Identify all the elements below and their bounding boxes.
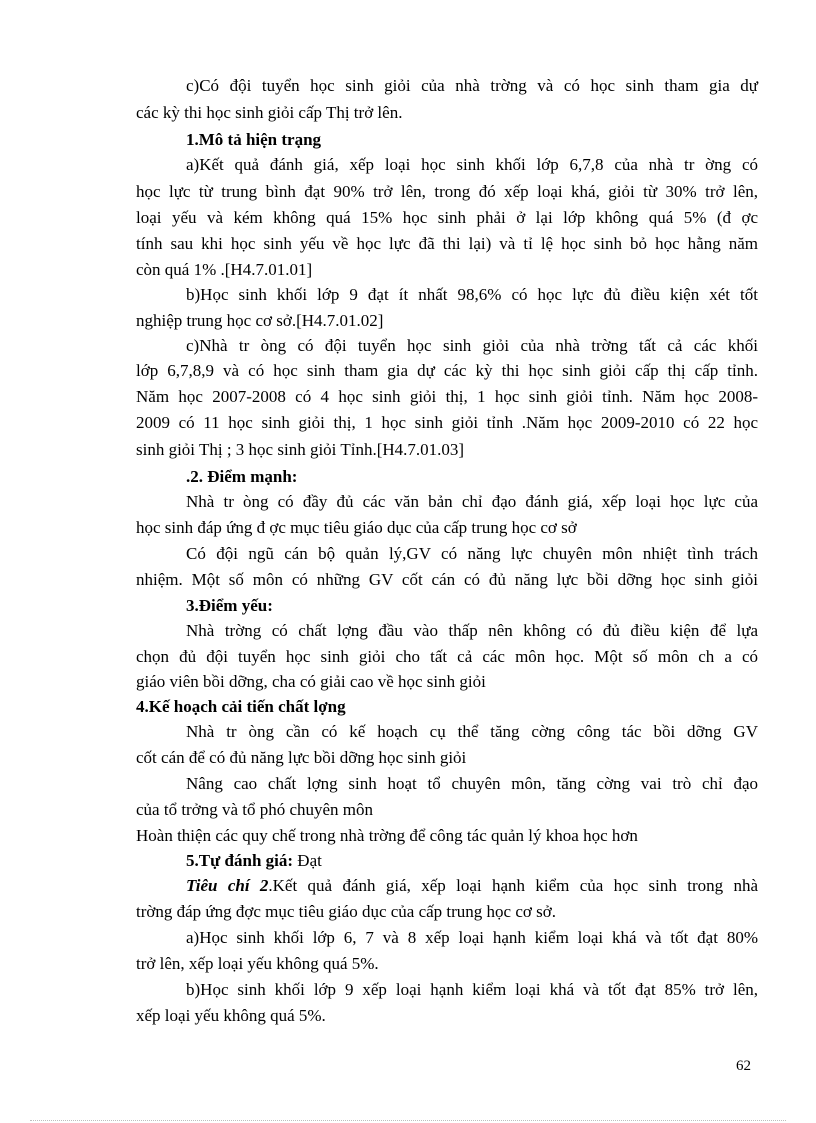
- paragraph-line: học lực từ trung bình đạt 90% trở lên, trong đó xếp loại khá, giỏi từ 30% trở lên,: [136, 182, 758, 201]
- paragraph-line: lớp 6,7,8,9 và có học sinh tham gia dự các kỳ thi học sinh giỏi cấp thị cấp tỉnh.: [136, 361, 758, 380]
- page-number: 62: [736, 1058, 751, 1074]
- paragraph-line: c)Có đội tuyển học sinh giỏi của nhà trờng và có học sinh tham gia dự: [186, 76, 758, 95]
- paragraph-line: sinh giỏi Thị ; 3 học sinh giỏi Tỉnh.[H4.7.01.03]: [136, 440, 465, 459]
- section-heading: 4.Kế hoạch cải tiến chất lợng: [136, 697, 346, 716]
- paragraph-line: Nâng cao chất lợng sinh hoạt tổ chuyên môn, tăng cờng vai trò chỉ đạo: [186, 774, 758, 793]
- paragraph-line: nhiệm. Một số môn có những GV cốt cán có đủ năng lực bồi dỡng học sinh giỏi: [136, 570, 758, 589]
- assessment-result: Đạt: [293, 851, 322, 870]
- paragraph-line: cốt cán để có đủ năng lực bồi dỡng học sinh giỏi: [136, 748, 467, 767]
- paragraph-line: b)Học sinh khối lớp 9 đạt ít nhất 98,6% có học lực đủ điều kiện xét tốt: [186, 285, 758, 304]
- paragraph-line: học sinh đáp ứng đ ợc mục tiêu giáo dục của cấp trung học cơ sở: [136, 518, 577, 537]
- footer-divider: [30, 1120, 786, 1121]
- paragraph-line: giáo viên bồi dỡng, cha có giải cao về học sinh giỏi: [136, 672, 486, 691]
- paragraph-line: còn quá 1% .[H4.7.01.01]: [136, 260, 313, 279]
- paragraph-line: Nhà tr òng có đầy đủ các văn bản chỉ đạo đánh giá, xếp loại học lực của: [186, 492, 758, 511]
- paragraph-line: xếp loại yếu không quá 5%.: [136, 1006, 326, 1025]
- paragraph-line: Có đội ngũ cán bộ quản lý,GV có năng lực chuyên môn nhiệt tình trách: [186, 544, 758, 563]
- paragraph-line: Nhà trờng có chất lợng đầu vào thấp nên không có đủ điều kiện để lựa: [186, 621, 758, 640]
- section-heading: 3.Điểm yếu:: [186, 596, 273, 615]
- section-heading: .2. Điểm mạnh:: [186, 467, 298, 486]
- paragraph-line: c)Nhà tr òng có đội tuyển học sinh giỏi của nhà trờng tất cả các khối: [186, 336, 758, 355]
- criterion-line: [186, 874, 758, 898]
- section-heading: 1.Mô tả hiện trạng: [186, 130, 322, 149]
- paragraph-line: nghiệp trung học cơ sở.[H4.7.01.02]: [136, 311, 384, 330]
- paragraph-line: a)Học sinh khối lớp 6, 7 và 8 xếp loại hạnh kiểm loại khá và tốt đạt 80%: [186, 928, 758, 947]
- paragraph-line: chọn đủ đội tuyển học sinh giỏi cho tất cả các môn học. Một số môn ch a có: [136, 647, 758, 666]
- section-heading: 5.Tự đánh giá:: [186, 851, 294, 870]
- paragraph-line: 2009 có 11 học sinh giỏi thị, 1 học sinh giỏi tỉnh .Năm học 2009-2010 có 22 học: [136, 413, 758, 432]
- paragraph-line: Nhà tr òng cần có kế hoạch cụ thể tăng cờng công tác bồi dỡng GV: [186, 722, 758, 741]
- paragraph-line: trở lên, xếp loại yếu không quá 5%.: [136, 954, 379, 973]
- self-assessment-line: [186, 849, 322, 873]
- paragraph-line: trờng đáp ứng đợc mục tiêu giáo dục của cấp trung học cơ sở.: [136, 902, 556, 921]
- paragraph-line: tính sau khi học sinh yếu về học lực đã thi lại) và tỉ lệ học sinh bỏ học hằng năm: [136, 234, 758, 253]
- paragraph-line: Năm học 2007-2008 có 4 học sinh giỏi thị, 1 học sinh giỏi tỉnh. Năm học 2008-: [136, 387, 758, 406]
- paragraph-line: các kỳ thi học sinh giỏi cấp Thị trở lên.: [136, 103, 403, 122]
- criterion-text: .Kết quả đánh giá, xếp loại hạnh kiểm của học sinh trong nhà: [268, 876, 758, 895]
- paragraph-line: loại yếu và kém không quá 15% học sinh phải ở lại lớp không quá 5% (đ ợc: [136, 208, 758, 227]
- criterion-label: Tiêu chí 2: [186, 876, 269, 895]
- paragraph-line: của tổ trởng và tổ phó chuyên môn: [136, 800, 374, 819]
- paragraph-line: a)Kết quả đánh giá, xếp loại học sinh khối lớp 6,7,8 của nhà tr ờng có: [186, 155, 758, 174]
- paragraph-line: Hoàn thiện các quy chế trong nhà trờng để công tác quản lý khoa học hơn: [136, 826, 638, 845]
- paragraph-line: b)Học sinh khối lớp 9 xếp loại hạnh kiểm loại khá và tốt đạt 85% trở lên,: [186, 980, 758, 999]
